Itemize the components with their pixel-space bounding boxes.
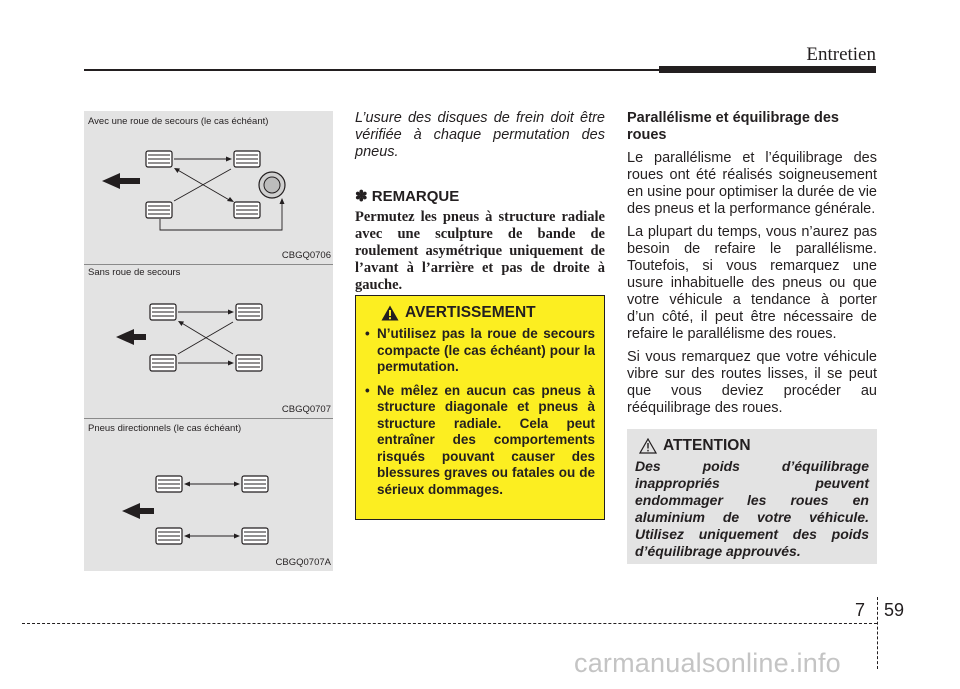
rotation-diagram-without-spare xyxy=(84,282,333,402)
rotation-diagram-with-spare xyxy=(84,131,333,249)
caution-triangle-icon xyxy=(639,438,657,454)
figure-code: CBGQ0706 xyxy=(281,250,331,261)
remarque-body: Permutez les pneus à structure radiale avec une sculpture de bande de roulement asymétrique uniquement de l’avant à l’arrière et pas de droite à gauche. xyxy=(355,209,605,293)
right-column xyxy=(627,110,877,423)
attention-title: ATTENTION xyxy=(663,437,751,454)
paragraph: Si vous remarquez que votre véhicule vibre sur des routes lisses, il se peut que vous deviez procéder au rééquilibrage des roues. xyxy=(627,349,877,416)
brake-disc-note: L’usure des disques de frein doit être vérifiée à chaque permutation des pneus. xyxy=(355,110,605,160)
footer-rule xyxy=(22,623,877,624)
remarque-title: ✽ REMARQUE xyxy=(355,188,460,205)
figure-code: CBGQ0707 xyxy=(281,404,331,415)
figure-without-spare xyxy=(84,264,333,418)
attention-box xyxy=(627,429,877,564)
warning-title: AVERTISSEMENT xyxy=(405,304,536,321)
rotation-diagram-directional xyxy=(84,440,333,555)
paragraph: La plupart du temps, vous n’aurez pas besoin de refaire le parallélisme. Toutefois, si vous remarquez une usure inhabituelle des pneus ou que votre véhicule a tendance à porter d’un côté, il peut être nécessaire de refaire le parallélisme des roues. xyxy=(627,224,877,342)
figure-caption: Sans roue de secours xyxy=(88,267,181,278)
attention-body: Des poids d’équilibrage inappropriés peuvent endommager les roues en aluminium de votre véhicule. Utilisez uniquement des poids d’équilibrage approuvés. xyxy=(635,458,869,559)
attention-header xyxy=(639,437,869,455)
warning-box xyxy=(355,295,605,520)
warning-triangle-icon xyxy=(381,305,399,321)
tire-rotation-figures xyxy=(84,111,333,571)
warning-item: • N’utilisez pas la roue de secours compacte (le cas échéant) pour la permutation. xyxy=(365,326,595,374)
warning-list xyxy=(365,326,595,498)
figure-caption: Avec une roue de secours (le cas échéant) xyxy=(88,116,269,127)
warning-item: • Ne mêlez en aucun cas pneus à structure diagonale et pneus à structure radiale. Cela peut entraîner des comportements risqués pouvant causer des blessures graves ou fatales ou de sérieux dommages. xyxy=(365,382,595,497)
warning-header xyxy=(381,304,595,322)
header-rule xyxy=(84,69,660,71)
page-header-title: Entretien xyxy=(806,44,876,65)
figure-code: CBGQ0707A xyxy=(275,557,331,568)
middle-column xyxy=(355,110,605,294)
figure-directional-tires xyxy=(84,418,333,571)
page-number: 59 xyxy=(884,600,905,620)
figure-with-spare xyxy=(84,111,333,264)
header-rule-accent xyxy=(659,66,876,73)
figure-caption: Pneus directionnels (le cas échéant) xyxy=(88,423,242,434)
watermark: carmanualsonline.info xyxy=(574,648,841,678)
paragraph: Le parallélisme et l’équilibrage des roues ont été réalisés soigneusement en usine pour optimiser la durée de vie des pneus et la performance générale. xyxy=(627,150,877,217)
chapter-number: 7 xyxy=(855,600,866,620)
footer-separator xyxy=(877,597,878,669)
section-title: Parallélisme et équilibrage des roues xyxy=(627,110,839,143)
